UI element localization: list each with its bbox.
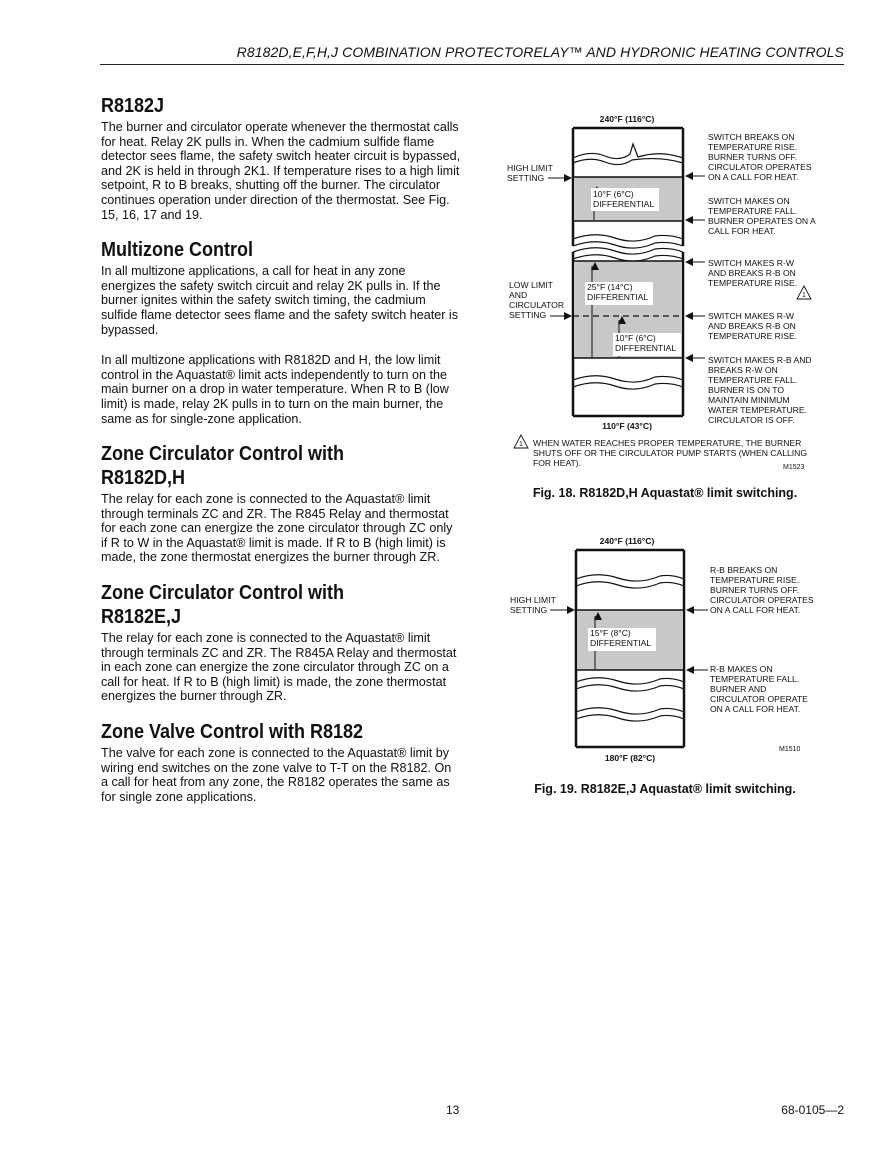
svg-text:BURNER TURNS OFF.: BURNER TURNS OFF. [708, 152, 798, 162]
lower-thermometer-segment [573, 248, 683, 416]
svg-text:WHEN WATER REACHES PROPER TEMP: WHEN WATER REACHES PROPER TEMPERATURE, THE BURNER [533, 438, 802, 448]
paragraph: The relay for each zone is connected to the Aquastat® limit through terminals ZC and ZR. The R845A Relay and thermostat in each zone can energize the zone circulator through ZC on a call for heat. If R to B (high limit) is made, the zone thermostat energizes the burner through ZR. [101, 631, 457, 704]
bottom-temp-label: 110°F (43°C) [602, 421, 652, 431]
high-limit-label: HIGH LIMIT [510, 595, 556, 605]
top-temp-label: 240°F (116°C) [599, 114, 655, 124]
svg-text:R-B MAKES ON: R-B MAKES ON [710, 664, 773, 674]
figure-19-caption: Fig. 19. R8182E,J Aquastat® limit switching. [534, 782, 796, 796]
svg-text:SWITCH MAKES R-B AND: SWITCH MAKES R-B AND [708, 355, 812, 365]
svg-text:BURNER OPERATES ON A: BURNER OPERATES ON A [708, 216, 816, 226]
svg-text:SWITCH BREAKS ON: SWITCH BREAKS ON [708, 132, 795, 142]
section-title: Multizone Control [101, 239, 253, 262]
paragraph: The relay for each zone is connected to the Aquastat® limit through terminals ZC and ZR. The R845 Relay and thermostat for each zone can energize the zone circulator through ZC only if R to W in the Aquastat® limit is made. If R to B (high limit) is made, the zone thermostat energizes the burner through ZR. [101, 492, 453, 565]
svg-text:CIRCULATOR OPERATES: CIRCULATOR OPERATES [708, 162, 812, 172]
figure-18 [500, 110, 830, 475]
diff-label: 15°F (8°C) [590, 628, 631, 638]
svg-text:CIRCULATOR OPERATE: CIRCULATOR OPERATE [710, 694, 808, 704]
diff-high-label-2: DIFFERENTIAL [593, 199, 655, 209]
warning-icon-number: 1 [519, 441, 523, 448]
svg-text:CIRCULATOR OPERATES: CIRCULATOR OPERATES [710, 595, 814, 605]
bottom-temp-label: 180°F (82°C) [604, 753, 656, 763]
note-4 [708, 311, 797, 341]
svg-text:BURNER TURNS OFF.: BURNER TURNS OFF. [710, 585, 800, 595]
figure-18-diagram [500, 110, 830, 475]
section-zone-valve [101, 720, 461, 804]
low-limit-label-4: SETTING [509, 310, 547, 320]
svg-text:FOR HEAT).: FOR HEAT). [533, 458, 582, 468]
svg-text:AND BREAKS R-B ON: AND BREAKS R-B ON [708, 268, 796, 278]
svg-text:SWITCH MAKES ON: SWITCH MAKES ON [708, 196, 790, 206]
section-zone-circulator-ej [101, 581, 461, 704]
svg-text:MAINTAIN MINIMUM: MAINTAIN MINIMUM [708, 395, 790, 405]
diff-low2-label-2: DIFFERENTIAL [615, 343, 677, 353]
diff-high-label: 10°F (6°C) [593, 189, 634, 199]
note-3 [708, 258, 811, 299]
paragraph: In all multizone applications, a call for heat in any zone energizes the safety switch circuit and relay 2K pulls in. If the burner ignites within the safety switch timing, the cadmium sulfide flame detector sees flame and the safety switch heater is bypassed. [101, 264, 459, 337]
high-limit-label-2: SETTING [507, 173, 545, 183]
section-zone-circulator-dh [101, 442, 461, 565]
svg-text:CIRCULATOR IS OFF.: CIRCULATOR IS OFF. [708, 415, 795, 425]
svg-text:TEMPERATURE FALL.: TEMPERATURE FALL. [710, 674, 800, 684]
svg-text:TEMPERATURE FALL.: TEMPERATURE FALL. [708, 206, 798, 216]
warning-footnote [514, 435, 807, 468]
diff-low1-label-2: DIFFERENTIAL [587, 292, 649, 302]
header-rule [100, 64, 844, 65]
figure-code: M1523 [783, 464, 805, 471]
svg-text:AND BREAKS R-B ON: AND BREAKS R-B ON [708, 321, 796, 331]
note-2 [708, 196, 816, 236]
svg-text:BURNER AND: BURNER AND [710, 684, 767, 694]
svg-text:SHUTS OFF OR THE CIRCULATOR PU: SHUTS OFF OR THE CIRCULATOR PUMP STARTS (WHEN CALLING [533, 448, 808, 458]
svg-text:TEMPERATURE RISE.: TEMPERATURE RISE. [710, 575, 800, 585]
paragraph: The valve for each zone is connected to the Aquastat® limit by wiring end switches on the zone valve to T-T on the R8182. On a call for heat from any zone, the R8182 operates the same as for single zone applications. [101, 746, 452, 804]
svg-text:TEMPERATURE RISE.: TEMPERATURE RISE. [708, 331, 798, 341]
low-limit-label-3: CIRCULATOR [509, 300, 565, 310]
svg-text:ON A CALL FOR HEAT.: ON A CALL FOR HEAT. [710, 704, 801, 714]
warning-icon-number: 1 [802, 292, 806, 299]
figure-19-diagram [500, 532, 830, 767]
svg-text:SWITCH MAKES R-W: SWITCH MAKES R-W [708, 311, 794, 321]
svg-text:TEMPERATURE FALL.: TEMPERATURE FALL. [708, 375, 798, 385]
svg-text:SWITCH MAKES R-W: SWITCH MAKES R-W [708, 258, 794, 268]
svg-text:BREAKS R-W ON: BREAKS R-W ON [708, 365, 778, 375]
figure-18-caption: Fig. 18. R8182D,H Aquastat® limit switching. [532, 486, 798, 500]
section-title: Zone Circulator Control with R8182D,H [101, 443, 344, 490]
svg-text:ON A CALL FOR HEAT.: ON A CALL FOR HEAT. [710, 605, 801, 615]
figure-code: M1510 [779, 746, 801, 753]
svg-text:TEMPERATURE RISE.: TEMPERATURE RISE. [708, 142, 798, 152]
svg-text:ON A CALL FOR HEAT.: ON A CALL FOR HEAT. [708, 172, 799, 182]
svg-text:BURNER IS ON TO: BURNER IS ON TO [708, 385, 785, 395]
document-code: 68-0105—2 [781, 1103, 844, 1117]
paragraph: The burner and circulator operate whenever the thermostat calls for heat. Relay 2K pulls in. When the cadmium sulfide flame detector sees flame, the safety switch heater circuit is bypassed, and 2K is held in through 2K1. If temperature rises to a high limit setpoint, R to B breaks, shutting off the burner. The circulator continues operation under direction of the thermostat. See Fig. 15, 16, 17 and 19. [101, 120, 461, 222]
section-title: Zone Valve Control with R8182 [101, 721, 364, 744]
svg-text:CALL FOR HEAT.: CALL FOR HEAT. [708, 226, 776, 236]
diff-label-2: DIFFERENTIAL [590, 638, 652, 648]
svg-text:WATER TEMPERATURE.: WATER TEMPERATURE. [708, 405, 807, 415]
section-r8182j [101, 94, 461, 222]
high-limit-label: HIGH LIMIT [507, 163, 553, 173]
note-2 [710, 664, 808, 714]
note-1 [710, 565, 814, 615]
low-limit-label: LOW LIMIT [509, 280, 553, 290]
section-title: R8182J [101, 95, 165, 117]
section-title: Zone Circulator Control with R8182E,J [101, 582, 344, 629]
section-multizone [101, 238, 461, 426]
svg-text:TEMPERATURE RISE.: TEMPERATURE RISE. [708, 278, 798, 288]
high-limit-label-2: SETTING [510, 605, 548, 615]
paragraph: In all multizone applications with R8182D and H, the low limit control in the Aquastat® limit acts independently to turn on the main burner on a drop in water temperature. When R to B (low limit) is made, relay 2K pulls in to turn on the main burner, the same as for single-zone application. [101, 353, 449, 426]
low-limit-label-2: AND [509, 290, 528, 300]
svg-text:R-B BREAKS ON: R-B BREAKS ON [710, 565, 778, 575]
figure-19 [500, 532, 830, 767]
running-header: R8182D,E,F,H,J COMBINATION PROTECTORELAY™ AND HYDRONIC HEATING CONTROLS [236, 44, 844, 60]
diff-low1-label: 25°F (14°C) [587, 282, 633, 292]
diff-low2-label: 10°F (6°C) [615, 333, 656, 343]
top-temp-label: 240°F (116°C) [599, 536, 655, 546]
note-1 [708, 132, 812, 182]
note-5 [708, 355, 812, 425]
left-column [101, 94, 461, 820]
page-number: 13 [446, 1103, 460, 1117]
